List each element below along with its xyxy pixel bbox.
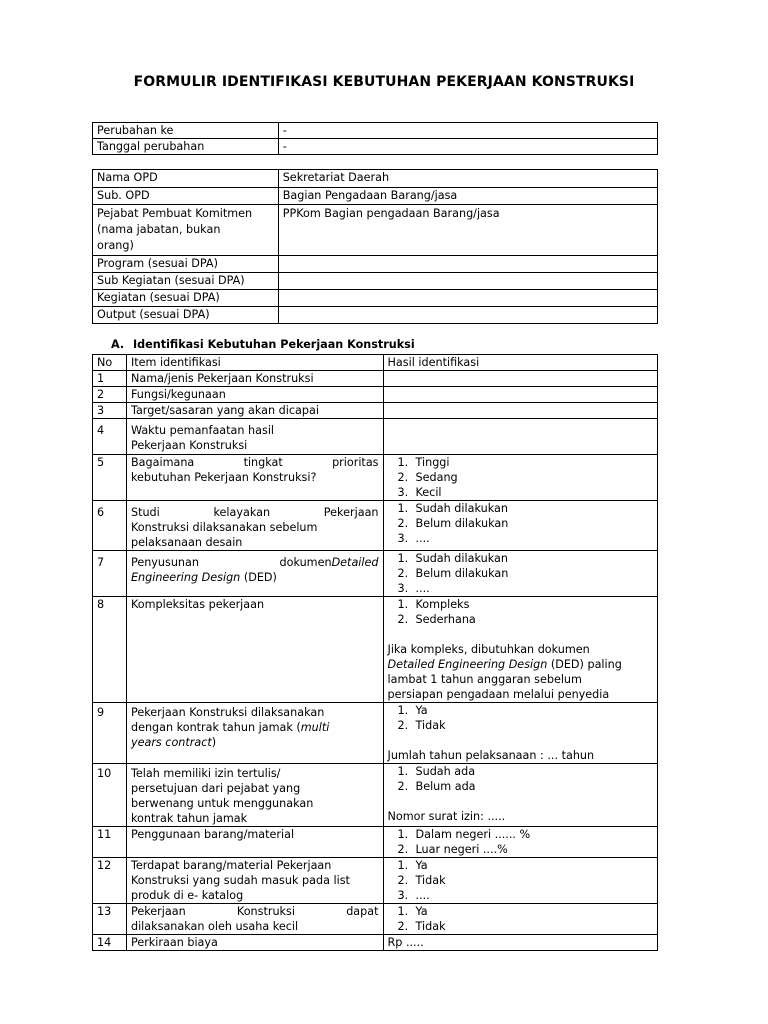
row-no: 12 — [93, 858, 127, 904]
table-row — [93, 170, 658, 188]
header-no: No — [93, 355, 127, 371]
row-item: Studi kelayakan Pekerjaan Konstruksi dilaksanakan sebelum pelaksanaan desain — [126, 501, 383, 551]
table-row — [93, 273, 658, 290]
perubahan-value: - — [278, 123, 657, 139]
ppk-label: Pejabat Pembuat Komitmen (nama jabatan, bukan orang) — [93, 205, 279, 256]
nama-opd-value: Sekretariat Daerah — [278, 170, 657, 188]
row-hasil: 1. Sudah dilakukan 2. Belum dilakukan 3. .... — [383, 501, 657, 551]
row-no: 8 — [93, 597, 127, 703]
row-no: 13 — [93, 904, 127, 935]
row-no: 5 — [93, 455, 127, 501]
info-table — [92, 169, 658, 324]
table-row — [93, 551, 658, 597]
table-row — [93, 139, 658, 155]
table-row — [93, 123, 658, 139]
row-hasil: 1. Dalam negeri ...... % 2. Luar negeri ....% — [383, 827, 657, 858]
section-letter: A. — [111, 338, 125, 351]
row-item: Terdapat barang/material Pekerjaan Konstruksi yang sudah masuk pada list produk di e- katalog — [126, 858, 383, 904]
table-row — [93, 307, 658, 324]
table-row — [93, 371, 658, 387]
tanggal-label: Tanggal perubahan — [93, 139, 279, 155]
kegiatan-label: Kegiatan (sesuai DPA) — [93, 290, 279, 307]
row-hasil — [383, 419, 657, 455]
row-no: 3 — [93, 403, 127, 419]
row-item: Kompleksitas pekerjaan — [126, 597, 383, 703]
row-hasil — [383, 371, 657, 387]
row-no: 7 — [93, 551, 127, 597]
row-item: Waktu pemanfaatan hasil Pekerjaan Konstruksi — [126, 419, 383, 455]
table-row — [93, 290, 658, 307]
header-item: Item identifikasi — [126, 355, 383, 371]
sub-opd-label: Sub. OPD — [93, 188, 279, 205]
table-row — [93, 205, 658, 256]
output-label: Output (sesuai DPA) — [93, 307, 279, 324]
row-item: Perkiraan biaya — [126, 935, 383, 951]
row-item: Bagaimana tingkat prioritas kebutuhan Pekerjaan Konstruksi? — [126, 455, 383, 501]
row-no: 10 — [93, 764, 127, 827]
sub-kegiatan-label: Sub Kegiatan (sesuai DPA) — [93, 273, 279, 290]
table-row — [93, 256, 658, 273]
row-hasil — [383, 387, 657, 403]
row-no: 6 — [93, 501, 127, 551]
sub-kegiatan-value — [278, 273, 657, 290]
form-title: FORMULIR IDENTIFIKASI KEBUTUHAN PEKERJAAN KONSTRUKSI — [133, 74, 635, 90]
table-row — [93, 764, 658, 827]
table-row — [93, 935, 658, 951]
table-row — [93, 858, 658, 904]
table-row — [93, 703, 658, 764]
row-item: Penyusunan dokumenDetailed Engineering Design (DED) — [126, 551, 383, 597]
row-no: 2 — [93, 387, 127, 403]
row-no: 14 — [93, 935, 127, 951]
row-no: 11 — [93, 827, 127, 858]
nama-opd-label: Nama OPD — [93, 170, 279, 188]
table-header-row — [93, 355, 658, 371]
table-row — [93, 597, 658, 703]
table-row — [93, 387, 658, 403]
row-item: Telah memiliki izin tertulis/ persetujuan dari pejabat yang berwenang untuk menggunakan kontrak tahun jamak — [126, 764, 383, 827]
revision-table — [92, 122, 658, 155]
row-item: Target/sasaran yang akan dicapai — [126, 403, 383, 419]
row-no: 9 — [93, 703, 127, 764]
table-row — [93, 904, 658, 935]
row-hasil: 1. Tinggi 2. Sedang 3. Kecil — [383, 455, 657, 501]
sub-opd-value: Bagian Pengadaan Barang/jasa — [278, 188, 657, 205]
row-item: Fungsi/kegunaan — [126, 387, 383, 403]
table-row — [93, 501, 658, 551]
tanggal-value: - — [278, 139, 657, 155]
output-value — [278, 307, 657, 324]
row-hasil: 1. Sudah ada 2. Belum ada Nomor surat izin: ..... — [383, 764, 657, 827]
row-hasil: 1. Ya 2. Tidak — [383, 904, 657, 935]
row-hasil: Rp ..... — [383, 935, 657, 951]
kegiatan-value — [278, 290, 657, 307]
table-row — [93, 403, 658, 419]
table-row — [93, 188, 658, 205]
row-no: 4 — [93, 419, 127, 455]
table-row — [93, 419, 658, 455]
row-item: Nama/jenis Pekerjaan Konstruksi — [126, 371, 383, 387]
perubahan-label: Perubahan ke — [93, 123, 279, 139]
row-hasil: 1. Ya 2. Tidak 3. .... — [383, 858, 657, 904]
row-item: Pekerjaan Konstruksi dilaksanakan dengan kontrak tahun jamak (multi years contract) — [126, 703, 383, 764]
header-hasil: Hasil identifikasi — [383, 355, 657, 371]
row-no: 1 — [93, 371, 127, 387]
row-hasil: 1. Kompleks 2. Sederhana Jika kompleks, dibutuhkan dokumen Detailed Engineering Design (DED) paling lambat 1 tahun anggaran sebelum persiapan pengadaan melalui penyedia — [383, 597, 657, 703]
section-a-heading — [111, 338, 415, 351]
row-hasil: 1. Sudah dilakukan 2. Belum dilakukan 3. .... — [383, 551, 657, 597]
table-row — [93, 455, 658, 501]
table-row — [93, 827, 658, 858]
program-value — [278, 256, 657, 273]
identification-table — [92, 354, 658, 951]
row-item: Pekerjaan Konstruksi dapat dilaksanakan oleh usaha kecil — [126, 904, 383, 935]
row-item: Penggunaan barang/material — [126, 827, 383, 858]
row-hasil: 1. Ya 2. Tidak Jumlah tahun pelaksanaan : ... tahun — [383, 703, 657, 764]
program-label: Program (sesuai DPA) — [93, 256, 279, 273]
row-hasil — [383, 403, 657, 419]
ppk-value: PPKom Bagian pengadaan Barang/jasa — [278, 205, 657, 256]
section-title: Identifikasi Kebutuhan Pekerjaan Konstruksi — [133, 338, 415, 351]
